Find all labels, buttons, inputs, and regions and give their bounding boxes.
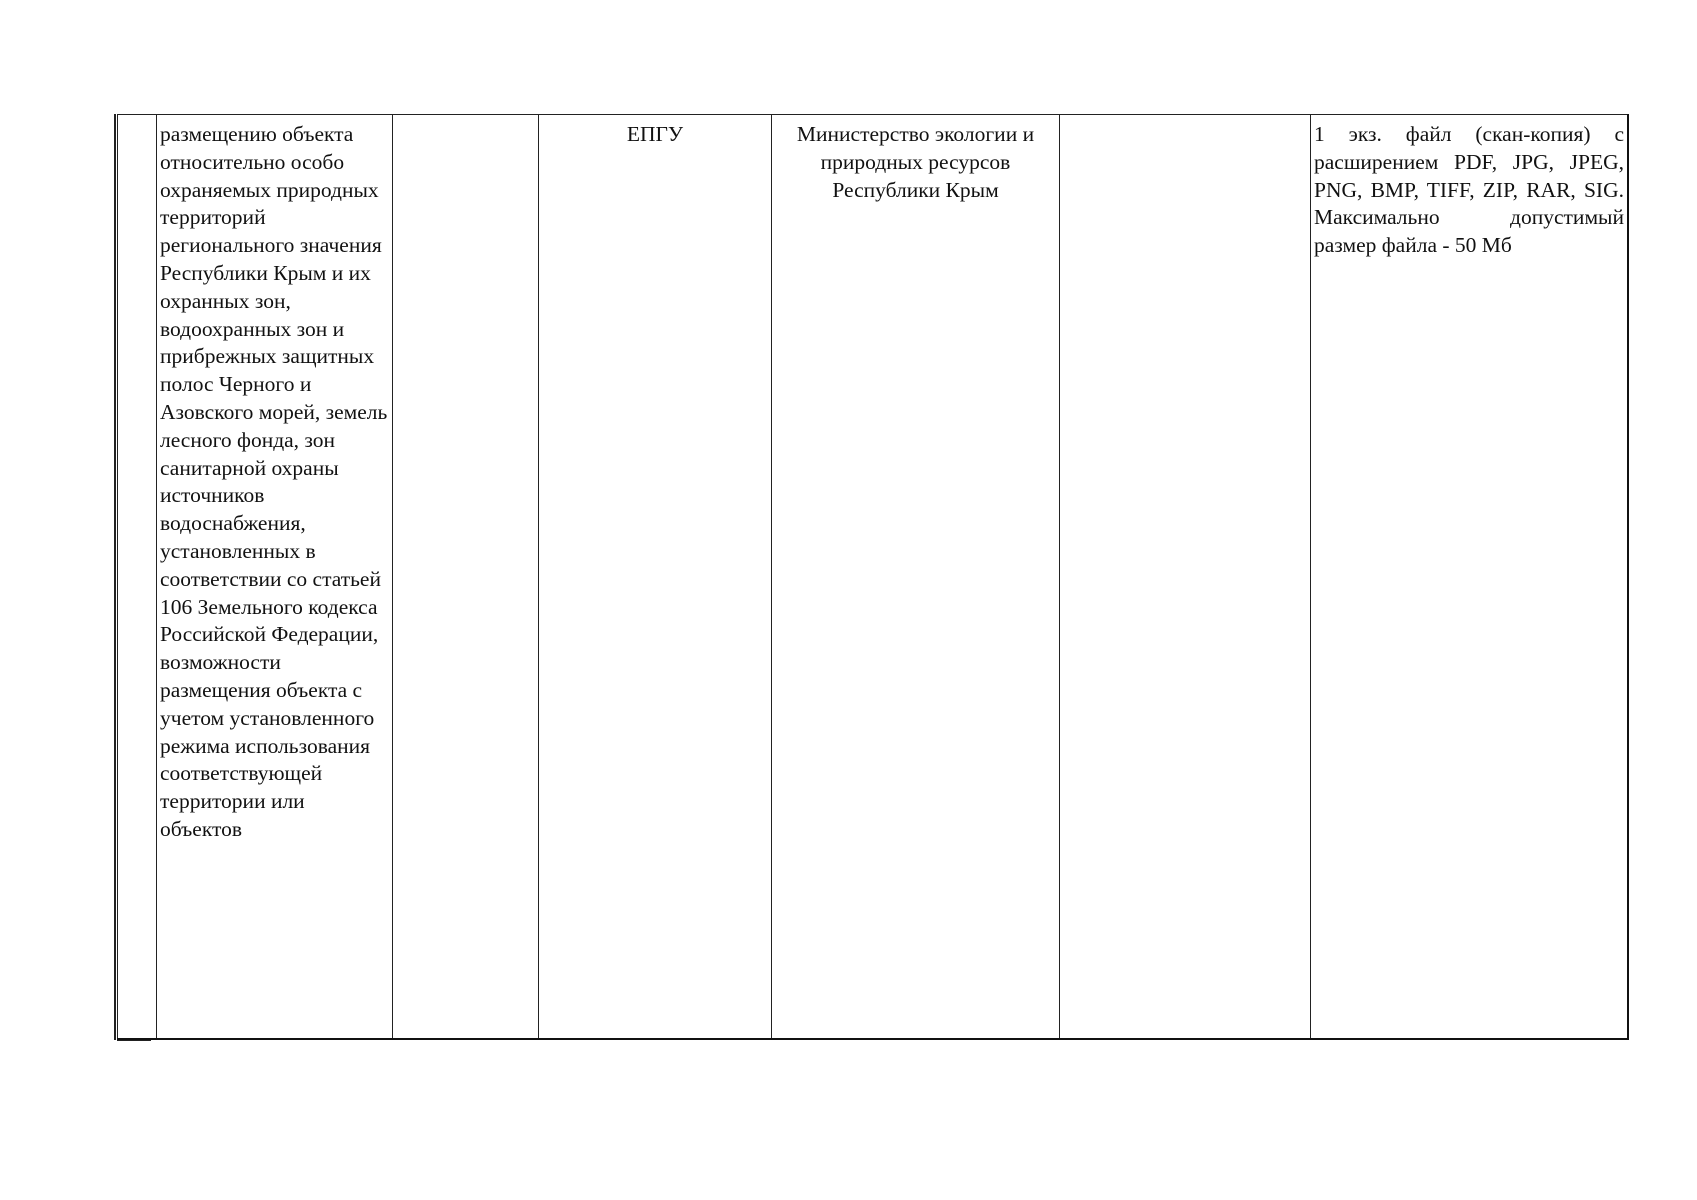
table-row xyxy=(118,115,1629,1040)
description-text: размещению объекта относительно особо охраняемых природных территорий регионального значения Республики Крым и их охранных зон, водоохранных зон и прибрежных защитных полос Черного и Азовского морей, земель лесного фонда, зон санитарной охраны источников водоснабжения, установленных в соответствии со статьей 106 Земельного кодекса Российской Федерации, возможности размещения объекта с учетом установленного режима использования соответствующей территории или объектов xyxy=(160,122,388,841)
description-cell xyxy=(157,115,393,1040)
empty-cell-2 xyxy=(393,115,539,1040)
table-left-border xyxy=(114,114,116,1040)
format-cell xyxy=(1311,115,1629,1040)
authority-text: Министерство экологии и природных ресурсов Республики Крым xyxy=(796,122,1035,202)
requirements-table xyxy=(117,114,1629,1040)
row-number-cell xyxy=(118,115,157,1040)
empty-cell-5 xyxy=(1060,115,1311,1040)
authority-cell xyxy=(772,115,1060,1040)
format-text: 1 экз. файл (скан-копия) с расширением PDF, JPG, JPEG, PNG, BMP, TIFF, ZIP, RAR, SIG. Максимально допустимый размер файла - 50 Мб xyxy=(1314,122,1624,258)
channel-cell xyxy=(539,115,772,1040)
channel-text: ЕПГУ xyxy=(626,122,684,146)
